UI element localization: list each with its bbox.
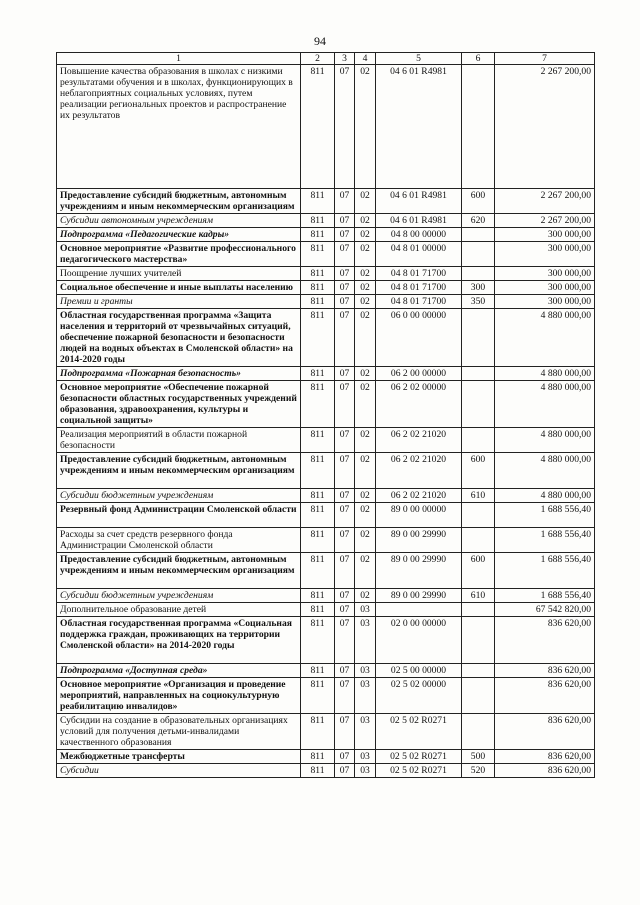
row-name: Межбюджетные трансферты: [57, 750, 301, 764]
amount: 836 620,00: [495, 617, 595, 664]
ministry-code: 811: [301, 309, 335, 367]
table-row: [57, 228, 595, 242]
table-row: [57, 503, 595, 528]
row-name: Областная государственная программа «Защита населения и территорий от чрезвычайных ситуаций, обеспечение пожарной безопасности и безопасности людей на водных объектах в Смоленской области» на 2014-2020 годы: [57, 309, 301, 367]
ministry-code: 811: [301, 553, 335, 589]
table-row: [57, 489, 595, 503]
amount: 836 620,00: [495, 764, 595, 778]
amount: 4 880 000,00: [495, 489, 595, 503]
table-row: [57, 553, 595, 589]
subsection-code: 03: [355, 764, 376, 778]
row-name: Подпрограмма «Пожарная безопасность»: [57, 367, 301, 381]
table-row: [57, 242, 595, 267]
ministry-code: 811: [301, 528, 335, 553]
expense-type-code: [462, 381, 495, 428]
column-number: 7: [495, 53, 595, 65]
table-row: [57, 189, 595, 214]
ministry-code: 811: [301, 281, 335, 295]
amount: 300 000,00: [495, 267, 595, 281]
expense-type-code: 520: [462, 764, 495, 778]
ministry-code: 811: [301, 242, 335, 267]
table-row: [57, 281, 595, 295]
expense-type-code: 600: [462, 453, 495, 489]
column-number-row: [57, 53, 595, 65]
expense-type-code: [462, 714, 495, 750]
expense-type-code: [462, 678, 495, 714]
table-row: [57, 603, 595, 617]
ministry-code: 811: [301, 503, 335, 528]
target-article-code: 06 0 00 00000: [376, 309, 462, 367]
row-name: Подпрограмма «Доступная среда»: [57, 664, 301, 678]
table-row: [57, 295, 595, 309]
table-body: [57, 65, 595, 778]
amount: 2 267 200,00: [495, 65, 595, 189]
section-code: 07: [335, 189, 355, 214]
ministry-code: 811: [301, 267, 335, 281]
target-article-code: 04 8 01 71700: [376, 281, 462, 295]
ministry-code: 811: [301, 664, 335, 678]
amount: 4 880 000,00: [495, 428, 595, 453]
row-name: Субсидии бюджетным учреждениям: [57, 489, 301, 503]
ministry-code: 811: [301, 453, 335, 489]
subsection-code: 03: [355, 714, 376, 750]
ministry-code: 811: [301, 381, 335, 428]
row-name: Предоставление субсидий бюджетным, автономным учреждениям и иным некоммерческим организациям: [57, 453, 301, 489]
column-number: 2: [301, 53, 335, 65]
expense-type-code: 300: [462, 281, 495, 295]
target-article-code: 06 2 02 00000: [376, 381, 462, 428]
section-code: 07: [335, 750, 355, 764]
row-name: Субсидии: [57, 764, 301, 778]
ministry-code: 811: [301, 750, 335, 764]
ministry-code: 811: [301, 589, 335, 603]
section-code: 07: [335, 242, 355, 267]
table-row: [57, 664, 595, 678]
expense-type-code: [462, 603, 495, 617]
ministry-code: 811: [301, 678, 335, 714]
row-name: Дополнительное образование детей: [57, 603, 301, 617]
column-number: 5: [376, 53, 462, 65]
row-name: Основное мероприятие «Развитие профессионального педагогического мастерства»: [57, 242, 301, 267]
table-row: [57, 367, 595, 381]
expense-type-code: 600: [462, 189, 495, 214]
expense-type-code: 500: [462, 750, 495, 764]
amount: 4 880 000,00: [495, 381, 595, 428]
table-row: [57, 750, 595, 764]
section-code: 07: [335, 228, 355, 242]
target-article-code: 02 5 00 00000: [376, 664, 462, 678]
target-article-code: 06 2 02 21020: [376, 489, 462, 503]
row-name: Подпрограмма «Педагогические кадры»: [57, 228, 301, 242]
subsection-code: 03: [355, 603, 376, 617]
subsection-code: 02: [355, 528, 376, 553]
amount: 300 000,00: [495, 281, 595, 295]
target-article-code: 02 5 02 R0271: [376, 764, 462, 778]
section-code: 07: [335, 428, 355, 453]
section-code: 07: [335, 295, 355, 309]
expense-type-code: 620: [462, 214, 495, 228]
expense-type-code: [462, 65, 495, 189]
amount: 1 688 556,40: [495, 553, 595, 589]
target-article-code: [376, 603, 462, 617]
table-row: [57, 428, 595, 453]
section-code: 07: [335, 65, 355, 189]
row-name: Основное мероприятие «Обеспечение пожарной безопасности областных государственных учреждений образования, здравоохранения, культуры и социальной защиты»: [57, 381, 301, 428]
table-row: [57, 764, 595, 778]
subsection-code: 02: [355, 381, 376, 428]
subsection-code: 02: [355, 281, 376, 295]
target-article-code: 89 0 00 29990: [376, 589, 462, 603]
table-row: [57, 453, 595, 489]
table-row: [57, 678, 595, 714]
target-article-code: 89 0 00 00000: [376, 503, 462, 528]
subsection-code: 02: [355, 65, 376, 189]
expense-type-code: 610: [462, 589, 495, 603]
target-article-code: 04 8 01 00000: [376, 242, 462, 267]
section-code: 07: [335, 367, 355, 381]
section-code: 07: [335, 489, 355, 503]
table-row: [57, 617, 595, 664]
budget-table: [56, 52, 595, 778]
subsection-code: 02: [355, 428, 376, 453]
ministry-code: 811: [301, 603, 335, 617]
section-code: 07: [335, 528, 355, 553]
section-code: 07: [335, 309, 355, 367]
amount: 1 688 556,40: [495, 589, 595, 603]
subsection-code: 02: [355, 453, 376, 489]
row-name: Социальное обеспечение и иные выплаты населению: [57, 281, 301, 295]
table-row: [57, 589, 595, 603]
row-name: Субсидии автономным учреждениям: [57, 214, 301, 228]
section-code: 07: [335, 553, 355, 589]
row-name: Расходы за счет средств резервного фонда Администрации Смоленской области: [57, 528, 301, 553]
ministry-code: 811: [301, 214, 335, 228]
target-article-code: 89 0 00 29990: [376, 528, 462, 553]
expense-type-code: [462, 428, 495, 453]
subsection-code: 02: [355, 309, 376, 367]
subsection-code: 02: [355, 242, 376, 267]
section-code: 07: [335, 281, 355, 295]
target-article-code: 06 2 02 21020: [376, 428, 462, 453]
section-code: 07: [335, 589, 355, 603]
row-name: Предоставление субсидий бюджетным, автономным учреждениям и иным некоммерческим организациям: [57, 553, 301, 589]
ministry-code: 811: [301, 228, 335, 242]
target-article-code: 02 5 02 00000: [376, 678, 462, 714]
ministry-code: 811: [301, 295, 335, 309]
subsection-code: 02: [355, 189, 376, 214]
subsection-code: 02: [355, 589, 376, 603]
section-code: 07: [335, 714, 355, 750]
section-code: 07: [335, 664, 355, 678]
subsection-code: 02: [355, 503, 376, 528]
amount: 836 620,00: [495, 714, 595, 750]
section-code: 07: [335, 453, 355, 489]
row-name: Субсидии на создание в образовательных организациях условий для получения детьми-инвалидами качественного образования: [57, 714, 301, 750]
expense-type-code: 610: [462, 489, 495, 503]
expense-type-code: [462, 528, 495, 553]
target-article-code: 06 2 02 21020: [376, 453, 462, 489]
amount: 4 880 000,00: [495, 367, 595, 381]
amount: 836 620,00: [495, 678, 595, 714]
column-number: 4: [355, 53, 376, 65]
section-code: 07: [335, 503, 355, 528]
row-name: Премии и гранты: [57, 295, 301, 309]
ministry-code: 811: [301, 428, 335, 453]
ministry-code: 811: [301, 367, 335, 381]
expense-type-code: [462, 309, 495, 367]
target-article-code: 02 5 02 R0271: [376, 750, 462, 764]
column-number: 1: [57, 53, 301, 65]
expense-type-code: [462, 503, 495, 528]
target-article-code: 04 8 01 71700: [376, 267, 462, 281]
amount: 2 267 200,00: [495, 189, 595, 214]
row-name: Резервный фонд Администрации Смоленской области: [57, 503, 301, 528]
target-article-code: 04 8 00 00000: [376, 228, 462, 242]
subsection-code: 02: [355, 267, 376, 281]
section-code: 07: [335, 603, 355, 617]
ministry-code: 811: [301, 65, 335, 189]
target-article-code: 06 2 00 00000: [376, 367, 462, 381]
row-name: Областная государственная программа «Социальная поддержка граждан, проживающих на территории Смоленской области» на 2014-2020 годы: [57, 617, 301, 664]
subsection-code: 02: [355, 228, 376, 242]
row-name: Реализация мероприятий в области пожарной безопасности: [57, 428, 301, 453]
expense-type-code: 600: [462, 553, 495, 589]
subsection-code: 03: [355, 678, 376, 714]
section-code: 07: [335, 678, 355, 714]
row-name: Повышение качества образования в школах с низкими результатами обучения и в школах, функционирующих в неблагоприятных социальных условиях, путем реализации региональных проектов и распространение их результатов: [57, 65, 301, 189]
target-article-code: 04 6 01 R4981: [376, 189, 462, 214]
amount: 4 880 000,00: [495, 453, 595, 489]
ministry-code: 811: [301, 714, 335, 750]
subsection-code: 02: [355, 553, 376, 589]
table-row: [57, 267, 595, 281]
table-row: [57, 214, 595, 228]
subsection-code: 02: [355, 295, 376, 309]
amount: 836 620,00: [495, 750, 595, 764]
amount: 300 000,00: [495, 295, 595, 309]
table-row: [57, 381, 595, 428]
column-number: 6: [462, 53, 495, 65]
target-article-code: 02 0 00 00000: [376, 617, 462, 664]
section-code: 07: [335, 764, 355, 778]
section-code: 07: [335, 617, 355, 664]
amount: 300 000,00: [495, 242, 595, 267]
ministry-code: 811: [301, 764, 335, 778]
page-number: 94: [314, 34, 326, 48]
target-article-code: 04 6 01 R4981: [376, 214, 462, 228]
row-name: Поощрение лучших учителей: [57, 267, 301, 281]
ministry-code: 811: [301, 189, 335, 214]
amount: 300 000,00: [495, 228, 595, 242]
table-row: [57, 65, 595, 189]
subsection-code: 03: [355, 664, 376, 678]
expense-type-code: [462, 267, 495, 281]
ministry-code: 811: [301, 489, 335, 503]
amount: 1 688 556,40: [495, 528, 595, 553]
target-article-code: 04 8 01 71700: [376, 295, 462, 309]
row-name: Субсидии бюджетным учреждениям: [57, 589, 301, 603]
table-row: [57, 528, 595, 553]
target-article-code: 04 6 01 R4981: [376, 65, 462, 189]
subsection-code: 02: [355, 214, 376, 228]
amount: 1 688 556,40: [495, 503, 595, 528]
section-code: 07: [335, 214, 355, 228]
amount: 4 880 000,00: [495, 309, 595, 367]
amount: 2 267 200,00: [495, 214, 595, 228]
expense-type-code: [462, 664, 495, 678]
target-article-code: 02 5 02 R0271: [376, 714, 462, 750]
row-name: Основное мероприятие «Организация и проведение мероприятий, направленных на социокультурную реабилитацию инвалидов»: [57, 678, 301, 714]
subsection-code: 03: [355, 617, 376, 664]
row-name: Предоставление субсидий бюджетным, автономным учреждениям и иным некоммерческим организациям: [57, 189, 301, 214]
expense-type-code: [462, 617, 495, 664]
amount: 836 620,00: [495, 664, 595, 678]
subsection-code: 02: [355, 489, 376, 503]
section-code: 07: [335, 267, 355, 281]
table-row: [57, 714, 595, 750]
table-row: [57, 309, 595, 367]
ministry-code: 811: [301, 617, 335, 664]
expense-type-code: [462, 367, 495, 381]
expense-type-code: [462, 242, 495, 267]
column-number: 3: [335, 53, 355, 65]
subsection-code: 03: [355, 750, 376, 764]
target-article-code: 89 0 00 29990: [376, 553, 462, 589]
section-code: 07: [335, 381, 355, 428]
expense-type-code: 350: [462, 295, 495, 309]
expense-type-code: [462, 228, 495, 242]
amount: 67 542 820,00: [495, 603, 595, 617]
subsection-code: 02: [355, 367, 376, 381]
